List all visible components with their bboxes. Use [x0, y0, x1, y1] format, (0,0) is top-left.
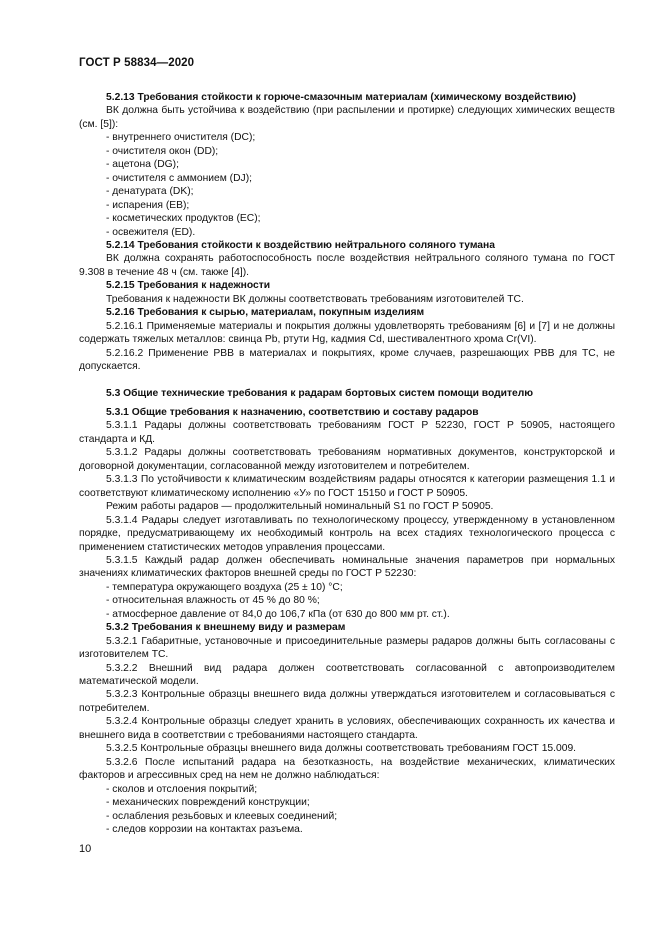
- paragraph: 5.3.2.4 Контрольные образцы следует хранить в условиях, обеспечивающих сохранность их качества и внешнего вида в соответствии с требованиями настоящего стандарта.: [79, 716, 615, 741]
- section-heading: 5.2.13 Требования стойкости к горюче-смазочным материалам (химическому воздействию): [106, 92, 577, 103]
- paragraph: 5.3.2.6 После испытаний радара на безотказность, на воздействие механических, климатических факторов и агрессивных сред на нем не должно наблюдаться:: [79, 756, 615, 782]
- list-item: - температура окружающего воздуха (25 ± 10) °С;: [106, 581, 343, 593]
- list-item: - очистителя с аммонием (DJ);: [106, 172, 252, 184]
- paragraph: 5.3.2.5 Контрольные образцы внешнего вида должны соответствовать требованиям ГОСТ 15.009.: [106, 743, 577, 755]
- list-item: - косметических продуктов (EC);: [106, 213, 261, 225]
- paragraph: 5.3.1.3 По устойчивости к климатическим воздействиям радары относятся к категории размещения 1.1 и соответствуют климатическому исполнению «У» по ГОСТ 15150 и ГОСТ Р 50905.: [79, 474, 615, 499]
- list-item: - следов коррозии на контактах разъема.: [106, 824, 303, 836]
- paragraph: 5.3.2.2 Внешний вид радара должен соответствовать согласованной с автопроизводителем математической модели.: [79, 662, 615, 688]
- paragraph: 5.3.2.3 Контрольные образцы внешнего вида должны утверждаться изготовителем и согласовываться с потребителем.: [79, 689, 615, 714]
- list-item: - атмосферное давление от 84,0 до 106,7 кПа (от 630 до 800 мм рт. ст.).: [106, 608, 450, 620]
- section-heading: 5.3.2 Требования к внешнему виду и размерам: [106, 622, 346, 634]
- list-item: - механических повреждений конструкции;: [106, 797, 310, 809]
- list-item: - относительная влажность от 45 % до 80 %;: [106, 595, 320, 607]
- paragraph: 5.3.1.4 Радары следует изготавливать по технологическому процессу, утвержденному в установленном порядке, предусматривающему их необходимый контроль на всех стадиях технологического процесса с применением статистических методов управления процессами.: [79, 514, 615, 553]
- paragraph: 5.3.1.2 Радары должны соответствовать требованиям нормативных документов, конструкторской и договорной документации, согласованной между изготовителем и потребителем.: [79, 447, 615, 472]
- paragraph: Требования к надежности ВК должны соответствовать требованиям изготовителей ТС.: [106, 293, 524, 305]
- paragraph: ВК должна быть устойчива к воздействию (при распылении и протирке) следующих химических веществ (см. [5]):: [79, 105, 615, 130]
- section-heading: 5.2.16 Требования к сырью, материалам, покупным изделиям: [106, 307, 425, 319]
- section-heading: 5.2.15 Требования к надежности: [106, 280, 271, 292]
- list-item: - освежителя (ED).: [106, 226, 196, 238]
- document-header: ГОСТ Р 58834—2020: [79, 57, 195, 69]
- list-item: - внутреннего очистителя (DC);: [106, 132, 256, 144]
- spacer: [79, 374, 615, 387]
- paragraph: 5.3.1.5 Каждый радар должен обеспечивать номинальные значения параметров при нормальных значениях климатических факторов внешней среды по ГОСТ Р 52230:: [79, 554, 615, 580]
- list-chemicals: [79, 131, 615, 239]
- document-body: [79, 91, 615, 836]
- list-defects: [79, 783, 615, 837]
- section-heading: 5.3 Общие технические требования к радарам бортовых систем помощи водителю: [106, 387, 534, 399]
- list-item: - очистителя окон (DD);: [106, 145, 219, 157]
- list-item: - денатурата (DK);: [106, 186, 194, 198]
- section-heading: 5.2.14 Требования стойкости к воздействию нейтрального соляного тумана: [106, 239, 495, 251]
- list-climate: [79, 581, 615, 621]
- list-item: - испарения (EB);: [106, 199, 190, 211]
- page-number: 10: [79, 843, 92, 855]
- list-item: - сколов и отслоения покрытий;: [106, 783, 258, 795]
- list-item: - ацетона (DG);: [106, 159, 179, 171]
- section-heading: 5.3.1 Общие требования к назначению, соответствию и составу радаров: [106, 406, 479, 418]
- paragraph: 5.3.2.1 Габаритные, установочные и присоединительные размеры радаров должны быть согласованы с изготовителем ТС.: [79, 635, 615, 661]
- paragraph: 5.2.16.1 Применяемые материалы и покрытия должны удовлетворять требованиям [6] и [7] и не должны содержать тяжелых металлов: свинца Pb, ртути Hg, кадмия Cd, шестивалентного хрома Cr(VI).: [79, 320, 615, 346]
- paragraph: Режим работы радаров — продолжительный номинальный S1 по ГОСТ Р 50905.: [106, 501, 494, 513]
- list-item: - ослабления резьбовых и клеевых соединений;: [106, 810, 338, 822]
- paragraph: 5.2.16.2 Применение РВВ в материалах и покрытиях, кроме случаев, разрешающих РВВ для ТС, не допускается.: [79, 347, 615, 373]
- paragraph: 5.3.1.1 Радары должны соответствовать требованиям ГОСТ Р 52230, ГОСТ Р 50905, настоящего стандарта и КД.: [79, 420, 615, 445]
- paragraph: ВК должна сохранять работоспособность после воздействия нейтрального соляного тумана по ГОСТ 9.308 в течение 48 ч (см. также [4]).: [79, 253, 615, 278]
